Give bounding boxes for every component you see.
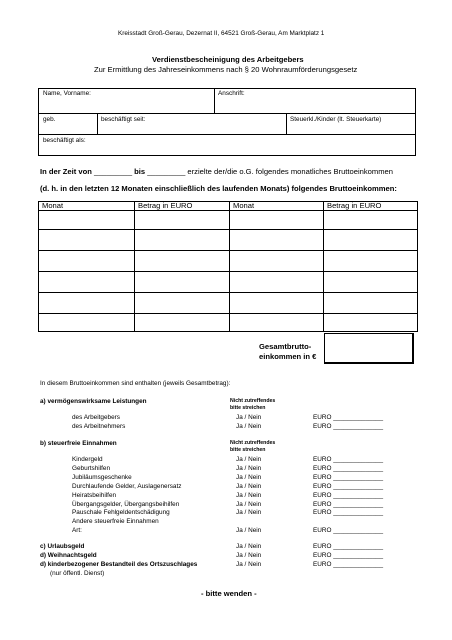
section-b-title: b) steuerfreie Einnahmen (40, 440, 117, 447)
section-b-art-label: Art: (72, 527, 82, 534)
period-rest: erzielte der/die o.G. folgendes monatliches Bruttoeinkommen (187, 167, 393, 176)
section-cd-choice-1[interactable]: Ja / Nein (236, 552, 262, 559)
document-title: Verdienstbescheinigung des Arbeitgebers (152, 55, 304, 64)
section-b-label-6: Pauschale Fehlgeldentschädigung (72, 509, 170, 517)
section-cd-label-1: d) Weihnachtsgeld (40, 552, 97, 559)
section-a-title: a) vermögenswirksame Leistungen (40, 398, 147, 405)
section-b-choice-6[interactable]: Ja / Nein (236, 509, 262, 517)
section-b-choice-3[interactable]: Ja / Nein (236, 482, 262, 490)
section-b-euro-3[interactable]: EURO ______________ (313, 482, 383, 490)
tax-class-field[interactable]: Steuerkl./Kinder (lt. Steuerkarte) (290, 116, 382, 123)
section-b-label-2: Jubiläumsgeschenke (72, 473, 132, 481)
table-header-amount-1: Betrag in EURO (138, 201, 193, 210)
section-b-choice-2[interactable]: Ja / Nein (236, 473, 262, 481)
table-header-amount-2: Betrag in EURO (327, 201, 382, 210)
section-b-other-label: Andere steuerfreie Einnahmen (72, 518, 159, 525)
strike-note-b-2: bitte streichen (230, 447, 266, 453)
section-b-euro-5[interactable]: EURO ______________ (313, 500, 383, 508)
period-to-label: bis (134, 167, 146, 176)
section-b-art-euro[interactable]: EURO ______________ (313, 527, 383, 534)
section-cd-choice-2[interactable]: Ja / Nein (236, 561, 262, 568)
section-b-euro-1[interactable]: EURO ______________ (313, 464, 383, 472)
employed-since-field[interactable]: beschäftigt seit: (101, 116, 146, 123)
contained-intro: In diesem Bruttoeinkommen sind enthalten (jeweils Gesamtbetrag): (40, 380, 231, 387)
strike-note-a-2: bitte streichen (230, 405, 266, 411)
section-b-choice-4[interactable]: Ja / Nein (236, 491, 262, 499)
section-b-label-0: Kindergeld (72, 456, 103, 463)
section-a-euro-1[interactable]: EURO ______________ (313, 423, 383, 430)
document-subtitle: Zur Ermittlung des Jahreseinkommens nach § 20 Wohnraumförderungsgesetz (94, 65, 358, 74)
section-b-label-3: Durchlaufende Gelder, Auslagenersatz (72, 482, 182, 490)
section-cd-euro-2[interactable]: EURO ______________ (313, 561, 383, 568)
please-turn-over: - bitte wenden - (201, 589, 257, 598)
total-label-line1: Gesamtbrutto- (259, 342, 312, 351)
section-a-label-1: des Arbeitnehmers (72, 423, 126, 430)
section-cd-label-2: d) kinderbezogener Bestandteil des Ortszuschlages (40, 561, 198, 568)
section-b-euro-6[interactable]: EURO ______________ (313, 509, 383, 517)
section-cd-euro-0[interactable]: EURO ______________ (313, 543, 383, 550)
section-b-euro-4[interactable]: EURO ______________ (313, 491, 383, 499)
period-from-blank[interactable]: _________ (94, 167, 133, 176)
section-cd-euro-1[interactable]: EURO ______________ (313, 552, 383, 559)
table-header-month-2: Monat (233, 201, 255, 210)
name-field[interactable]: Name, Vorname: (43, 90, 91, 97)
section-a-choice-1[interactable]: Ja / Nein (236, 423, 262, 430)
period-to-blank[interactable]: _________ (147, 167, 186, 176)
section-b-euro-0[interactable]: EURO ______________ (313, 456, 383, 463)
total-label-line2: einkommen in € (259, 352, 317, 361)
period-line (40, 167, 393, 176)
section-a-choice-0[interactable]: Ja / Nein (236, 414, 262, 421)
section-b-euro-2[interactable]: EURO ______________ (313, 473, 383, 481)
authority-address: Kreisstadt Groß-Gerau, Dezernat II, 64521 Groß-Gerau, Am Marktplatz 1 (118, 30, 325, 37)
section-b-choice-5[interactable]: Ja / Nein (236, 500, 262, 508)
employed-as-field[interactable]: beschäftigt als: (43, 137, 86, 144)
section-a-label-0: des Arbeitgebers (72, 414, 120, 421)
strike-note-a-1: Nicht zutreffendes (230, 398, 276, 404)
public-service-note: (nur öffentl. Dienst) (50, 570, 105, 577)
section-cd-label-0: c) Urlaubsgeld (40, 543, 85, 550)
birth-field[interactable]: geb. (43, 116, 56, 123)
section-cd-choice-0[interactable]: Ja / Nein (236, 543, 262, 550)
section-b-label-5: Übergangsgelder, Übergangsbeihilfen (72, 500, 180, 508)
table-header-month-1: Monat (42, 201, 64, 210)
section-b-label-1: Geburtshilfen (72, 464, 111, 472)
strike-note-b-1: Nicht zutreffendes (230, 440, 276, 446)
section-b-choice-1[interactable]: Ja / Nein (236, 464, 262, 472)
period-note: (d. h. in den letzten 12 Monaten einschließlich des laufenden Monats) folgendes Bruttoeinkommen: (40, 184, 397, 193)
section-a-euro-0[interactable]: EURO ______________ (313, 414, 383, 421)
section-b-choice-0[interactable]: Ja / Nein (236, 456, 262, 463)
total-input-box[interactable] (324, 333, 414, 364)
section-b-label-4: Heiratsbeihilfen (72, 491, 117, 499)
period-from-label: In der Zeit von (40, 167, 92, 176)
address-field[interactable]: Anschrift: (218, 90, 245, 97)
section-b-art-choice[interactable]: Ja / Nein (236, 527, 262, 534)
